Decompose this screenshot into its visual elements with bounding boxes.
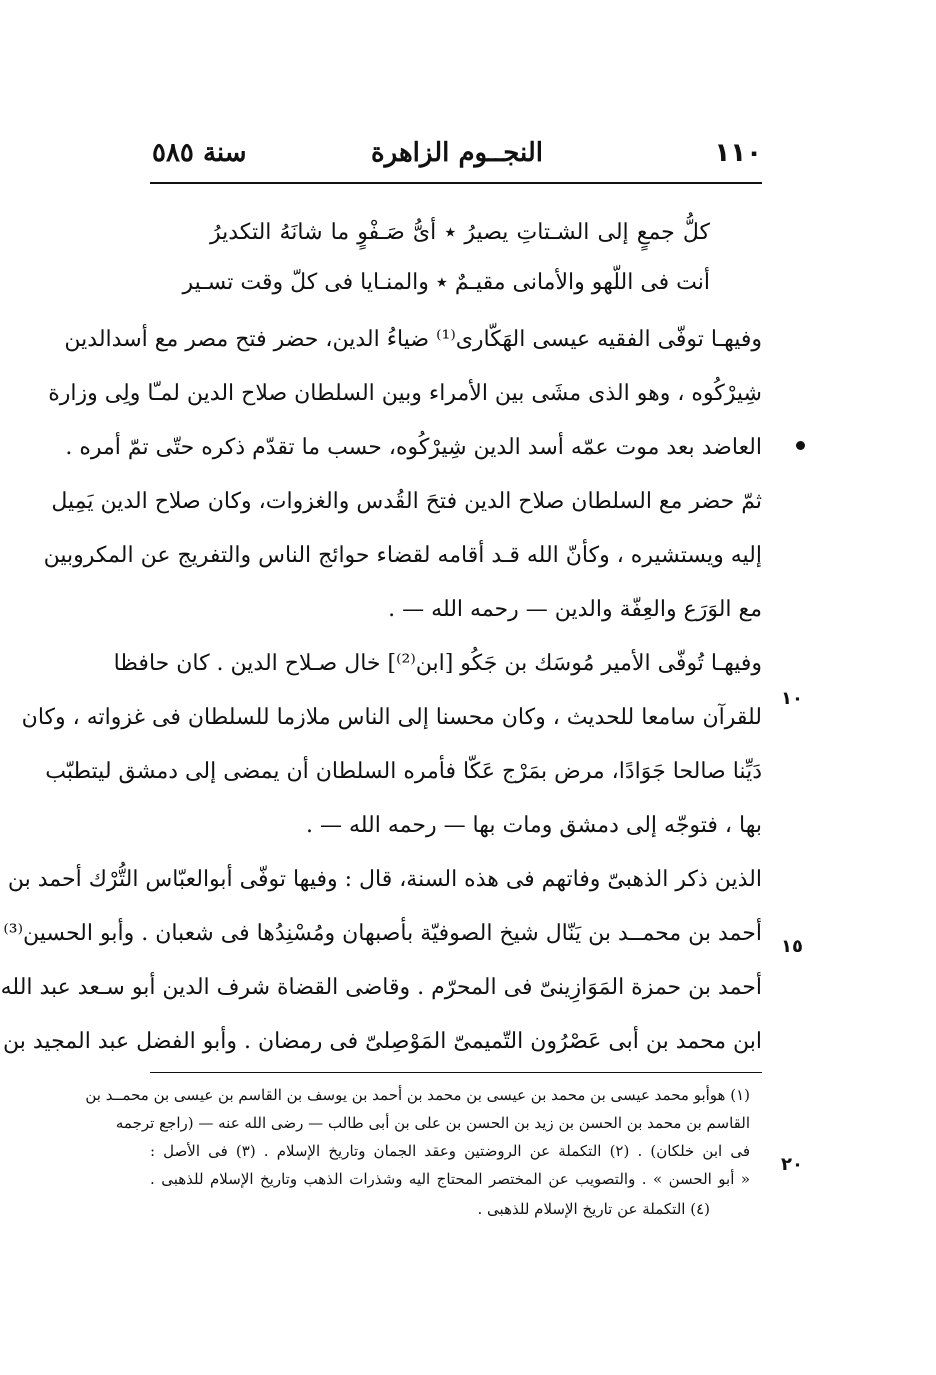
text-line: ثمّ حضر مع السلطان صلاح الدين فتحَ القُدس والغزوات، وكان صلاح الدين يَمِيل	[51, 489, 762, 514]
line-number: ٢٠	[781, 1154, 803, 1175]
text-line: دَيِّنا صالحا جَوَادًا، مرض بمَرْج عَكّا فأمره السلطان أن يمضى إلى دمشق ليتطبّب	[45, 759, 762, 784]
text-line: وفيهـا تُوفّى الأمير مُوسَك بن جَكُو [ابن⁽²⁾] خال صـلاح الدين . كان حافظا	[113, 651, 762, 676]
book-title: النجــوم الزاهرة	[371, 138, 543, 168]
verse-line: كلُّ جمعٍ إلى الشـتاتِ يصيرُ ٭ أىُّ صَـفْوٍ ما شانَهُ التكديرُ	[210, 220, 710, 245]
text-line: بها ، فتوجّه إلى دمشق ومات بها — رحمه الله — .	[305, 813, 762, 838]
footnote-rule	[150, 1072, 762, 1073]
line-number: ١٠	[781, 688, 803, 709]
text-line: الذين ذكر الذهبىّ وفاتهم فى هذه السنة، قال : وفيها توفّى أبوالعبّاس التُّرْك أحمد بن	[7, 867, 762, 892]
footnote-line: (١) هوأبو محمد عيسى بن محمد بن عيسى بن محمد بن أحمد بن يوسف بن القاسم بن عيسى بن محمــد بن	[85, 1086, 750, 1104]
text-line: أحمد بن حمزة المَوَازِينىّ فى المحرّم . وقاضى القضاة شرف الدين أبو سـعد عبد الله	[0, 975, 762, 1000]
running-head	[152, 138, 762, 182]
text-line: أحمد بن محمــد بن يَنّال شيخ الصوفيّة بأصبهان ومُسْنِدُها فى شعبان . وأبو الحسين⁽³⁾	[3, 921, 762, 946]
text-line: للقرآن سامعا للحديث ، وكان محسنا إلى الناس ملازما للسلطان فى غزواته ، وكان	[21, 705, 762, 730]
footnote-line: القاسم بن محمد بن الحسن بن زيد بن الحسن بن على بن أبى طالب — رضى الله عنه — (راجع ترجمه	[115, 1114, 750, 1132]
text-line: شِيرْكُوه ، وهو الذى مشَى بين الأمراء وبين السلطان صلاح الدين لمـّا ولِى وزارة	[48, 381, 762, 406]
text-line: ابن محمد بن أبى عَصْرُون التّميمىّ المَوْصِلىّ فى رمضان . وأبو الفضل عبد المجيد بن	[3, 1029, 762, 1054]
text-line: مع الوَرَع والعِفّة والدين — رحمه الله — .	[388, 597, 762, 622]
footnote-line: (٤) التكملة عن تاريخ الإسلام للذهبى .	[477, 1200, 710, 1218]
text-line: العاضد بعد موت عمّه أسد الدين شِيرْكُوه، حسب ما تقدّم ذكره حتّى تمّ أمره .	[65, 435, 762, 460]
header-rule	[150, 182, 762, 184]
text-line: وفيهـا توفّى الفقيه عيسى الهَكّارى⁽¹⁾ ضياءُ الدين، حضر فتح مصر مع أسدالدين	[64, 327, 762, 352]
verse-line: أنت فى اللّهو والأمانى مقيـمٌ ٭ والمنـايا فى كلّ وقت تسـير	[182, 270, 710, 295]
footnote-line: فى ابن خلكان) . (٢) التكملة عن الروضتين وعقد الجمان وتاريخ الإسلام . (٣) فى الأصل :	[150, 1142, 750, 1160]
page-number: ١١٠	[714, 138, 762, 168]
margin-dot	[796, 441, 805, 450]
footnote-line: « أبو الحسن » . والتصويب عن المختصر المحتاج اليه وشذرات الذهب وتاريخ الإسلام للذهبى .	[150, 1170, 750, 1188]
line-number: ١٥	[781, 936, 803, 957]
year-label: سنة ٥٨٥	[152, 138, 247, 168]
text-line: إليه ويستشيره ، وكأنّ الله قـد أقامه لقضاء حوائج الناس والتفريج عن المكروبين	[43, 543, 762, 568]
